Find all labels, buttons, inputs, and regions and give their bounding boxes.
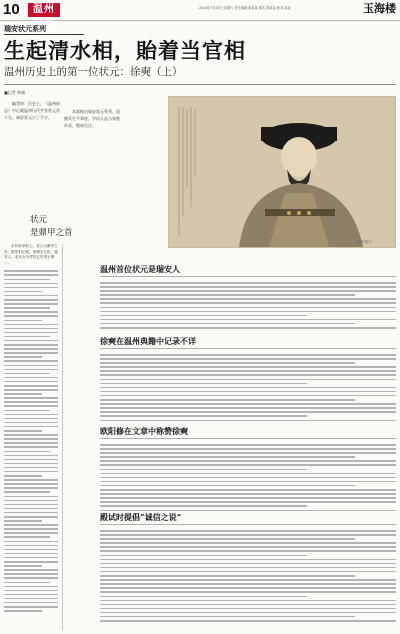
pullquote-line-1: 状元 xyxy=(30,215,48,225)
series-label: 瑞安状元系列 xyxy=(4,24,46,33)
section-rule xyxy=(100,348,396,349)
intro-text-1: 编者按：历史上，《温州府志》中记载温州历代共有状元若干名，瑞安状元占了不少。 xyxy=(4,101,60,120)
series-underline xyxy=(4,34,84,35)
section-heading-3: 欧阳修在文章中称赞徐奭 xyxy=(100,426,188,436)
portrait-image xyxy=(168,96,396,248)
section-2-text xyxy=(100,354,396,424)
photo-credit: 资料图片 xyxy=(358,240,372,244)
page-info: 2015年7月25日 星期六 责任编辑:黄某某 版式:黄某某 校对:某某 xyxy=(199,6,291,10)
subhead: 温州历史上的第一位状元：徐奭（上） xyxy=(4,66,183,78)
section-heading-2: 徐奭在温州典籍中记录不详 xyxy=(100,336,196,346)
section-rule xyxy=(100,276,396,277)
byline: ■记者 林楠 xyxy=(4,90,26,95)
portrait-illustration xyxy=(169,97,395,247)
intro-text-2: 本版推出瑞安状元系列，追溯其生平事迹、学问人品与家族传承，敬请关注。 xyxy=(64,109,120,128)
section-name: 玉海楼 xyxy=(363,2,396,15)
paper-logo: 温州日报 xyxy=(28,3,60,17)
section-rule xyxy=(100,438,396,439)
section-rule xyxy=(100,524,396,525)
section-heading-1: 温州首位状元是瑞安人 xyxy=(100,264,180,274)
headline: 生起清水相，貽着当官相 xyxy=(4,38,246,63)
body-column-1 xyxy=(4,244,58,630)
section-4-text xyxy=(100,530,396,624)
body-paragraph: 宋代科举取士，状元为鼎甲之首。据史料记载，徐奭字召时，瑞安人，北宋大中祥符五年进士第一。 xyxy=(4,244,58,265)
section-1-text xyxy=(100,282,396,331)
body-text-lines xyxy=(4,270,58,611)
page-number: 10 xyxy=(3,1,20,18)
pullquote xyxy=(30,214,73,240)
section-heading-4: 殿试时提倡“诚信之说” xyxy=(100,512,182,522)
intro-paragraph xyxy=(4,100,62,123)
intro-paragraph-2 xyxy=(64,108,122,131)
pullquote-line-2: 是鼎甲之首 xyxy=(30,228,73,238)
column-divider xyxy=(62,244,63,630)
header-rule xyxy=(4,84,396,85)
section-3-text xyxy=(100,444,396,514)
